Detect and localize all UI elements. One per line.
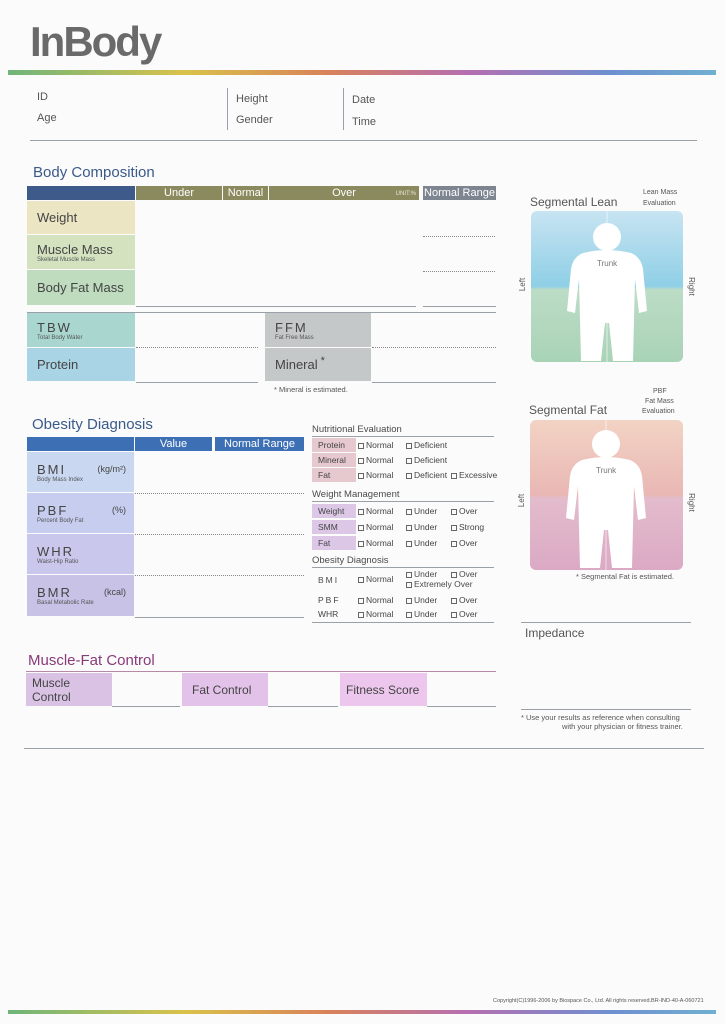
mineral-note: * Mineral is estimated.	[274, 385, 348, 394]
ffm-label: FFM Fat Free Mass	[265, 313, 371, 347]
col-obesity-normal-range: Normal Range	[215, 437, 304, 451]
wm-row-fat: Fat Normal Under Over	[312, 536, 494, 550]
lean-eval-2: Evaluation	[643, 200, 676, 207]
tbw-dots	[136, 347, 258, 348]
fat-right-label: Right	[686, 493, 696, 512]
fat-eval-1: PBF	[653, 388, 667, 395]
lean-eval-1: Lean Mass	[643, 189, 678, 196]
time-label: Time	[352, 116, 377, 128]
lean-body-silhouette	[531, 211, 683, 362]
lean-trunk-label: Trunk	[597, 259, 618, 268]
weight-management-rule	[312, 501, 494, 502]
header-rainbow-divider	[8, 70, 716, 75]
fitness-score-label: Fitness Score	[340, 673, 427, 706]
checkbox[interactable]	[358, 458, 364, 464]
segmental-lean-figure	[531, 211, 683, 362]
weight-management-list	[312, 504, 494, 550]
fat-control-value-rule	[268, 706, 338, 707]
checkbox[interactable]	[358, 598, 364, 604]
checkbox[interactable]	[358, 509, 364, 515]
col-normal-range: Normal Range	[424, 187, 495, 199]
obesity-header-bar	[27, 437, 134, 451]
muscle-control-value-rule	[112, 706, 180, 707]
obesity-dots-2	[135, 534, 304, 535]
checkbox[interactable]	[451, 509, 457, 515]
checkbox[interactable]	[451, 473, 457, 479]
segmental-fat-note: * Segmental Fat is estimated.	[576, 572, 674, 581]
weight-management-title: Weight Management	[312, 489, 400, 500]
range-dots-2	[423, 271, 495, 272]
obesity-eval-rule	[312, 567, 494, 568]
lean-right-label: Right	[686, 277, 696, 296]
footer-rainbow-divider	[8, 1010, 716, 1014]
impedance-top-rule	[521, 622, 691, 623]
checkbox[interactable]	[406, 582, 412, 588]
muscle-mass-label: Muscle Mass Skeletal Muscle Mass	[27, 235, 135, 269]
protein-label: Protein	[27, 348, 135, 381]
fat-left-label: Left	[517, 493, 527, 508]
fat-eval-2: Fat Mass	[645, 398, 674, 405]
mineral-rule	[372, 382, 496, 383]
nutritional-row-mineral: Mineral Normal Deficient	[312, 453, 494, 467]
bc-rule-2	[423, 306, 496, 307]
checkbox[interactable]	[406, 473, 412, 479]
bc-rule-1	[136, 306, 416, 307]
checkbox[interactable]	[358, 525, 364, 531]
oe-row-bmi: BMI Normal Under Over Extremely Over	[318, 569, 478, 589]
body-composition-header-bar	[27, 186, 135, 200]
footer-note-2: with your physician or fitness trainer.	[562, 722, 683, 731]
checkbox[interactable]	[358, 443, 364, 449]
mfc-top-rule	[26, 671, 496, 672]
copyright-text: Copyright(C)1996-2006 by Biospace Co., Ltd. All rights reserved.BR-IND-40-A-060721	[493, 998, 704, 1004]
height-label: Height	[236, 93, 268, 105]
oe-row-pbf: PBF Normal Under Over	[318, 595, 478, 605]
nutritional-row-protein: Protein Normal Deficient	[312, 438, 494, 452]
checkbox[interactable]	[406, 572, 412, 578]
checklist-bottom-rule	[312, 622, 494, 623]
pbf-label: PBF Percent Body Fat (%)	[27, 493, 134, 533]
checkbox[interactable]	[451, 572, 457, 578]
nutritional-rule	[312, 436, 494, 437]
muscle-control-label: Muscle Control	[26, 673, 112, 706]
ffm-dots	[372, 347, 496, 348]
checkbox[interactable]	[406, 458, 412, 464]
fat-trunk-label: Trunk	[596, 466, 617, 475]
range-dots-1	[423, 236, 495, 237]
checkbox[interactable]	[406, 525, 412, 531]
muscle-fat-control-title: Muscle-Fat Control	[28, 652, 155, 669]
mineral-label: Mineral *	[265, 348, 371, 381]
obesity-eval-title: Obesity Diagnosis	[312, 555, 389, 566]
impedance-title: Impedance	[525, 626, 585, 640]
col-over-label: Over	[332, 187, 356, 199]
checkbox[interactable]	[451, 525, 457, 531]
checkbox[interactable]	[358, 612, 364, 618]
inbody-logo: InBody	[30, 18, 161, 65]
info-divider-2	[343, 88, 344, 130]
impedance-bottom-rule	[521, 709, 691, 710]
segmental-lean-title: Segmental Lean	[530, 195, 618, 209]
oe-row-whr: WHR Normal Under Over	[318, 609, 478, 619]
gender-label: Gender	[236, 114, 273, 126]
age-label: Age	[37, 112, 57, 124]
whr-label: WHR Waist-Hip Ratio	[27, 534, 134, 574]
nutritional-title: Nutritional Evaluation	[312, 424, 402, 435]
info-bottom-rule	[30, 140, 697, 141]
tbw-label: TBW Total Body Water	[27, 313, 135, 347]
segmental-fat-figure	[530, 420, 683, 570]
fat-body-silhouette	[530, 420, 683, 570]
fat-control-label: Fat Control	[182, 673, 268, 706]
footer-note-1: * Use your results as reference when consulting	[521, 713, 680, 722]
body-fat-mass-label: Body Fat Mass	[27, 270, 135, 305]
checkbox[interactable]	[451, 598, 457, 604]
checkbox[interactable]	[358, 577, 364, 583]
unit-label: UNIT:%	[395, 191, 416, 197]
checkbox[interactable]	[451, 541, 457, 547]
bmi-label: BMI Body Mass Index (kg/m²)	[27, 452, 134, 492]
lean-left-label: Left	[518, 277, 528, 292]
checkbox[interactable]	[358, 473, 364, 479]
fat-eval-3: Evaluation	[642, 408, 675, 415]
date-label: Date	[352, 94, 376, 106]
checkbox[interactable]	[406, 541, 412, 547]
col-value: Value	[135, 437, 212, 451]
obesity-bottom-rule	[135, 617, 304, 618]
obesity-dots-3	[135, 575, 304, 576]
wm-row-weight: Weight Normal Under Over	[312, 504, 494, 518]
checkbox[interactable]	[451, 612, 457, 618]
col-over	[269, 186, 419, 200]
checkbox[interactable]	[406, 443, 412, 449]
nutritional-list	[312, 438, 498, 484]
body-composition-title: Body Composition	[33, 164, 155, 181]
segmental-fat-title: Segmental Fat	[529, 403, 608, 417]
checkbox[interactable]	[358, 541, 364, 547]
col-under: Under	[136, 186, 222, 200]
weight-label: Weight	[27, 201, 135, 234]
obesity-dots-1	[135, 493, 304, 494]
protein-rule	[136, 382, 258, 383]
nutritional-row-fat: Fat Normal Deficient Excessive	[312, 468, 494, 482]
wm-row-smm: SMM Normal Under Strong	[312, 520, 494, 534]
checkbox[interactable]	[406, 612, 412, 618]
main-bottom-rule	[24, 748, 704, 749]
checkbox[interactable]	[406, 598, 412, 604]
obesity-diagnosis-title: Obesity Diagnosis	[32, 416, 153, 433]
col-normal: Normal	[223, 186, 268, 200]
obesity-eval-list	[312, 569, 494, 621]
bmr-label: BMR Basal Metabolic Rate (kcal)	[27, 575, 134, 616]
info-divider-1	[227, 88, 228, 130]
id-label: ID	[37, 91, 48, 103]
fitness-score-value-rule	[427, 706, 496, 707]
checkbox[interactable]	[406, 509, 412, 515]
